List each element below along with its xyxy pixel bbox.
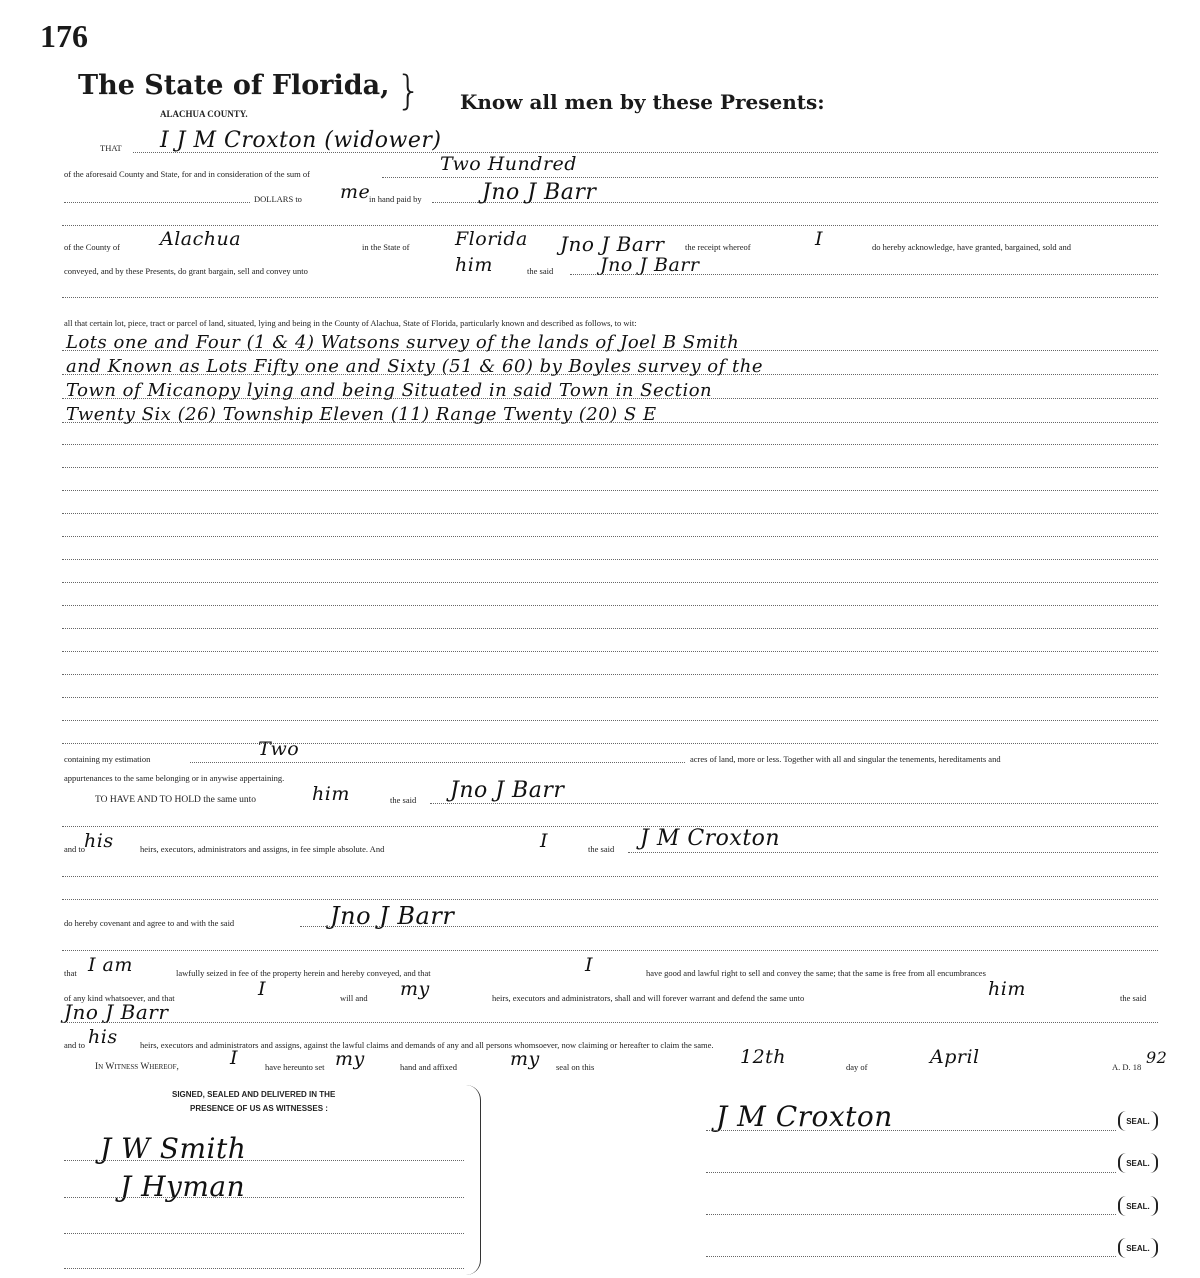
- seal-mark: SEAL.: [1118, 1238, 1158, 1258]
- acres-label: acres of land, more or less. Together with all and singular the tenements, hereditaments and: [690, 754, 1001, 764]
- page-number: 176: [40, 18, 88, 54]
- and-said-handwriting: J M Croxton: [640, 826, 781, 851]
- and-to-handwriting: his: [84, 830, 114, 852]
- county-label: ALACHUA COUNTY.: [160, 109, 248, 119]
- grantor-signature: J M Croxton: [716, 1100, 893, 1133]
- day-of-label: day of: [846, 1062, 868, 1072]
- and-person-handwriting: I: [540, 830, 549, 852]
- seal-mark: SEAL.: [1118, 1196, 1158, 1216]
- ad-label: A. D. 18: [1112, 1062, 1142, 1072]
- that-person-handwriting: I: [585, 954, 594, 976]
- and-to-2-label: and to: [64, 1040, 86, 1050]
- witness-bracket: [466, 1085, 481, 1275]
- said-grantee-handwriting: Jno J Barr: [600, 254, 700, 276]
- of-any-label: of any kind whatsoever, and that: [64, 993, 175, 1003]
- dollars-to-label: DOLLARS to: [254, 194, 302, 204]
- state-handwriting: Florida: [455, 228, 528, 250]
- have-unto-handwriting: him: [312, 783, 350, 805]
- seal-mark: SEAL.: [1118, 1153, 1158, 1173]
- conveyed-label: conveyed, and by these Presents, do grant bargain, sell and convey unto: [64, 266, 308, 276]
- that-2-label: that: [64, 968, 77, 978]
- defend-unto-handwriting: him: [988, 978, 1026, 1000]
- the-said-label: the said: [527, 266, 554, 276]
- that-label: THAT: [100, 143, 122, 153]
- seal-on-this-label: seal on this: [556, 1062, 595, 1072]
- do-hereby-label: do hereby acknowledge, have granted, bargained, sold and: [872, 242, 1072, 252]
- paid-by-label: in hand paid by: [369, 194, 422, 204]
- that-am-handwriting: I am: [88, 954, 133, 976]
- covenant-said-handwriting: Jno J Barr: [330, 902, 455, 930]
- have-good-label: have good and lawful right to sell and convey the same; that the same is free from all encumbrances: [646, 968, 986, 978]
- in-witness-label: In Witness Whereof,: [95, 1062, 179, 1072]
- hand-affixed-label: hand and affixed: [400, 1062, 457, 1072]
- appurtenances-label: appurtenances to the same belonging or in anywise appertaining.: [64, 773, 285, 783]
- day-num-handwriting: 12th: [740, 1046, 787, 1068]
- the-said-2-label: the said: [588, 844, 615, 854]
- containing-label: containing my estimation: [64, 754, 151, 764]
- heirs-exec-label: heirs, executors and administrators, shall and will forever warrant and defend the same unto: [492, 993, 805, 1003]
- witness-1-signature: J W Smith: [100, 1132, 247, 1165]
- to-have-label: TO HAVE AND TO HOLD the same unto: [95, 795, 257, 805]
- description-line: Lots one and Four (1 & 4) Watsons survey of the lands of Joel B Smith: [66, 332, 740, 353]
- have-said-label: the said: [390, 795, 417, 805]
- acres-handwriting: Two: [258, 738, 300, 760]
- aforesaid-label: of the aforesaid County and State, for and in consideration of the sum of: [64, 169, 310, 179]
- heirs-assigns-label: heirs, executors and administrators and assigns, against the lawful claims and demands of any and all persons whomsoever, now claiming or hereafter to claim the same.: [140, 1040, 714, 1050]
- receipt-person-handwriting: Jno J Barr: [560, 232, 665, 256]
- description-line: and Known as Lots Fifty one and Sixty (51 & 60) by Boyles survey of the: [66, 356, 764, 377]
- will-and-label: will and: [340, 993, 368, 1003]
- witness-person-handwriting: I: [230, 1047, 239, 1069]
- county-of-label: of the County of: [64, 242, 120, 252]
- will-my-handwriting: my: [400, 978, 430, 1000]
- all-that-label: all that certain lot, piece, tract or parcel of land, situated, lying and being in the County of Alachua, State of Florida, particularly known and described as follows, to wit:: [64, 318, 637, 328]
- and-to-label: and to: [64, 844, 86, 854]
- header-brace: }: [396, 68, 422, 114]
- description-line: Twenty Six (26) Township Eleven (11) Range Twenty (20) S E: [66, 404, 657, 425]
- state-title: The State of Florida,: [78, 70, 390, 101]
- covenant-label: do hereby covenant and agree to and with the said: [64, 918, 235, 928]
- of-any-person-handwriting: I: [258, 978, 267, 1000]
- heirs-fee-label: heirs, executors, administrators and assigns, in fee simple absolute. And: [140, 844, 385, 854]
- receipt-i-handwriting: I: [815, 228, 824, 250]
- witness-2-signature: J Hyman: [120, 1170, 246, 1203]
- seal-mark: SEAL.: [1118, 1111, 1158, 1131]
- dollars-to-handwriting: me: [340, 181, 371, 203]
- have-said-handwriting: Jno J Barr: [450, 778, 565, 803]
- know-all-heading: Know all men by these Presents:: [460, 90, 825, 114]
- set-my-handwriting: my: [335, 1048, 365, 1070]
- state-of-label: in the State of: [362, 242, 410, 252]
- the-said-3-label: the said: [1120, 993, 1147, 1003]
- sum-handwriting: Two Hundred: [440, 153, 577, 175]
- month-handwriting: April: [930, 1046, 980, 1068]
- lawfully-label: lawfully seized in fee of the property herein and hereby conveyed, and that: [176, 968, 431, 978]
- and-to-2-handwriting: his: [88, 1026, 118, 1048]
- receipt-whereof-label: the receipt whereof: [685, 242, 751, 252]
- year-handwriting: 92: [1146, 1048, 1168, 1067]
- description-line: Town of Micanopy lying and being Situated in said Town in Section: [66, 380, 713, 401]
- signed-sealed-label: SIGNED, SEALED AND DELIVERED IN THE: [172, 1090, 336, 1099]
- unto-handwriting: him: [455, 254, 493, 276]
- presence-label: PRESENCE OF US AS WITNESSES :: [190, 1104, 328, 1113]
- have-hereunto-label: have hereunto set: [265, 1062, 325, 1072]
- said-line-handwriting: Jno J Barr: [64, 1000, 169, 1024]
- county-handwriting: Alachua: [160, 228, 242, 250]
- affixed-my-handwriting: my: [510, 1048, 540, 1070]
- paid-by-handwriting: Jno J Barr: [482, 180, 597, 205]
- grantor-handwriting: I J M Croxton (widower): [160, 128, 442, 153]
